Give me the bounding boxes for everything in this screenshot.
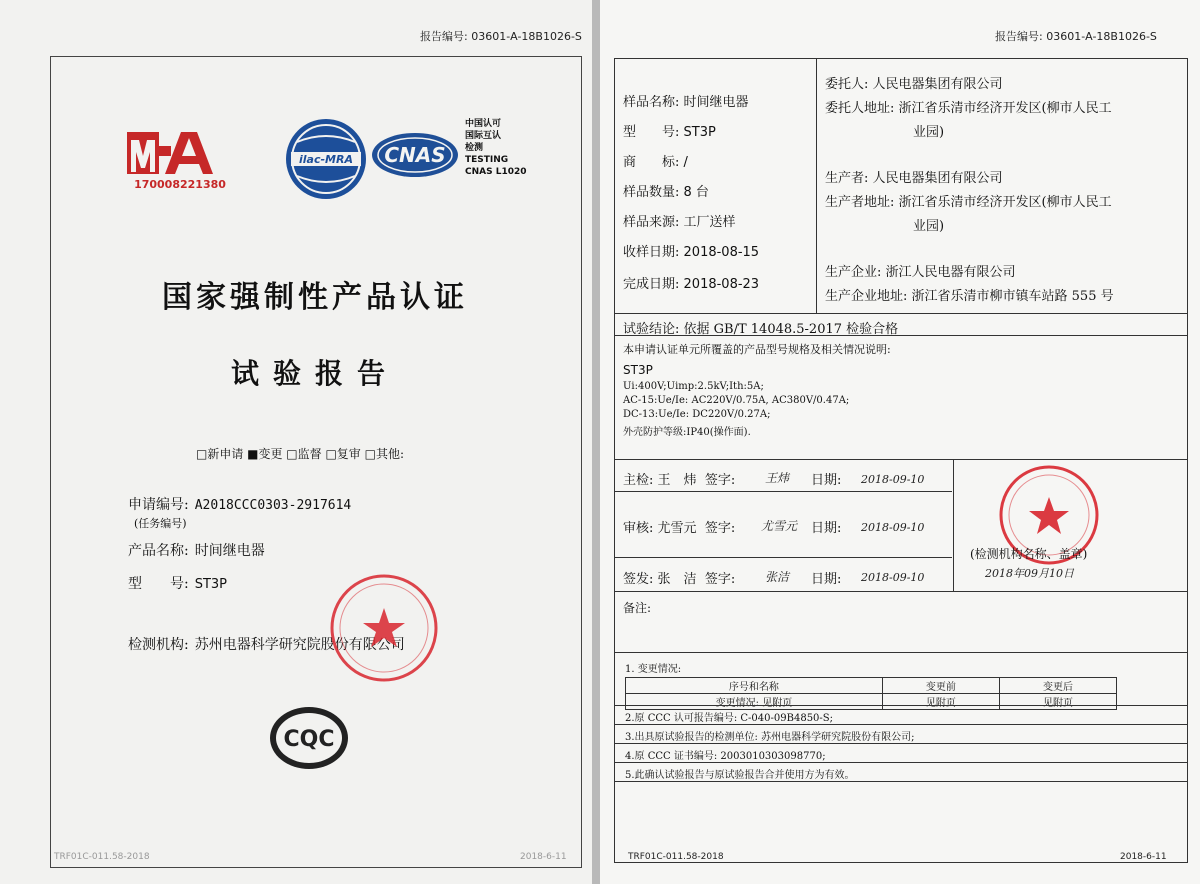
- issuer-name: 张 洁: [657, 572, 697, 587]
- row-divider: [615, 743, 1187, 744]
- note-line: 4.原 CCC 证书编号: 2003010303098770;: [625, 751, 826, 762]
- table-row: [626, 678, 1117, 694]
- report-number: 报告编号: 03601-A-18B1026-S: [420, 30, 582, 43]
- source-row: [623, 211, 736, 230]
- reviewer-name: 尤雪元: [657, 521, 697, 536]
- quantity-label: 样品数量:: [623, 185, 680, 200]
- cnas-caption-line: CNAS L1020: [465, 167, 527, 177]
- client-address-line-2: 业园): [913, 125, 945, 140]
- cnas-caption-line: 国际互认: [465, 131, 502, 141]
- maker-address-line-1: 浙江省乐清市经济开发区(柳市人民工: [898, 195, 1112, 210]
- factory-address: 浙江省乐清市柳市镇车站路 555 号: [911, 289, 1114, 304]
- model-row: [128, 573, 227, 593]
- sample-name-row: [623, 91, 749, 110]
- cnas-caption: [465, 118, 527, 178]
- cnas-caption-line: 检测: [465, 143, 484, 153]
- application-number: A2018CCC0303-2917614: [194, 498, 352, 513]
- maker-address-row: [825, 191, 1112, 210]
- product-name-label: 产品名称:: [128, 543, 189, 559]
- change-title: 1. 变更情况:: [625, 664, 682, 675]
- conclusion-value: 依据 GB/T 14048.5-2017 检验合格: [683, 322, 899, 337]
- quantity-value: 8 台: [683, 185, 709, 200]
- table-cell: 变更前: [882, 678, 999, 694]
- seal-caption: (检测机构名称、盖章): [970, 547, 1088, 561]
- column-divider: [816, 59, 817, 313]
- table-cell: 序号和名称: [626, 678, 883, 694]
- application-number-label: 申请编号:: [128, 497, 189, 513]
- row-divider: [615, 591, 1187, 592]
- application-type-checkboxes: □新申请 ■变更 □监督 □复审 □其他:: [196, 447, 404, 461]
- trademark-row: [623, 151, 688, 170]
- institution-name: 苏州电器科学研究院股份有限公司: [194, 637, 405, 653]
- maker-label: 生产者:: [825, 171, 869, 186]
- cqc-logo-icon: [268, 705, 350, 771]
- footer-form-code: TRF01C-011.58-2018: [628, 852, 724, 862]
- source-label: 样品来源:: [623, 215, 680, 230]
- trademark-value: /: [683, 155, 688, 170]
- factory-address-row: [825, 285, 1114, 304]
- reviewer-signature: 尤雪元: [761, 519, 798, 533]
- product-name-row: [128, 540, 265, 560]
- reviewer-date: 2018-09-10: [861, 521, 925, 534]
- svg-text:CQC: CQC: [283, 727, 335, 752]
- table-cell: 变更情况: 见附页: [626, 694, 883, 710]
- factory-name: 浙江人民电器有限公司: [885, 265, 1016, 280]
- model-label: 型 号:: [128, 576, 189, 592]
- sample-name: 时间继电器: [683, 95, 749, 110]
- maker-name: 人民电器集团有限公司: [872, 171, 1003, 186]
- conclusion-label: 试验结论:: [623, 322, 680, 337]
- signature-label: 签字:: [704, 521, 736, 536]
- client-label: 委托人:: [825, 77, 869, 92]
- cnas-caption-line: TESTING: [465, 155, 509, 165]
- maker-address-label: 生产者地址:: [825, 195, 895, 210]
- ilac-mra-logo-icon: [283, 116, 369, 202]
- reviewer-label: 审核:: [623, 521, 654, 536]
- issuer-date: 2018-09-10: [861, 571, 925, 584]
- inspector-name: 王 炜: [657, 473, 697, 488]
- model-label: 型 号:: [623, 125, 680, 140]
- coverage-label: 本申请认证单元所覆盖的产品型号规格及相关情况说明:: [623, 343, 891, 356]
- note-line: 2.原 CCC 认可报告编号: C-040-09B4850-S;: [625, 713, 834, 724]
- issuer-label: 签发:: [623, 572, 654, 587]
- maker-address-line-2: 业园): [913, 219, 945, 234]
- completed-date-label: 完成日期:: [623, 277, 680, 292]
- reviewer-date-label: 日期:: [811, 521, 842, 536]
- svg-text:CNAS: CNAS: [384, 143, 446, 167]
- application-number-row: [128, 494, 351, 514]
- row-divider: [615, 557, 952, 558]
- row-divider: [615, 705, 1187, 706]
- table-row: [626, 694, 1117, 710]
- red-seal-icon: [328, 572, 440, 684]
- row-divider: [615, 491, 952, 492]
- issuer-row: [623, 568, 735, 587]
- footer-date: 2018-6-11: [1120, 852, 1167, 862]
- cma-number: 170008221380: [134, 178, 226, 191]
- row-divider: [615, 762, 1187, 763]
- task-number-note: (任务编号): [134, 517, 187, 530]
- maker-row: [825, 167, 1003, 186]
- client-name: 人民电器集团有限公司: [872, 77, 1003, 92]
- trademark-label: 商 标:: [623, 155, 680, 170]
- row-divider: [615, 652, 1187, 653]
- row-divider: [615, 781, 1187, 782]
- client-address-row: [825, 97, 1112, 116]
- source-value: 工厂送样: [683, 215, 736, 230]
- footer-date: 2018-6-11: [520, 852, 567, 862]
- spec-line: 外壳防护等级:IP40(操作面).: [623, 427, 751, 438]
- model-row: [623, 121, 716, 140]
- cover-subtitle: 试验报告: [230, 357, 399, 390]
- quantity-row: [623, 181, 709, 200]
- received-date: 2018-08-15: [683, 245, 760, 260]
- factory-row: [825, 261, 1016, 280]
- completed-date-row: [623, 273, 759, 292]
- received-date-row: [623, 241, 759, 260]
- report-number: 报告编号: 03601-A-18B1026-S: [995, 30, 1157, 43]
- factory-address-label: 生产企业地址:: [825, 289, 908, 304]
- note-line: 5.此确认试验报告与原试验报告合并使用方为有效。: [625, 770, 855, 781]
- row-divider: [615, 724, 1187, 725]
- table-cell: 见附页: [999, 694, 1116, 710]
- sample-name-label: 样品名称:: [623, 95, 680, 110]
- factory-label: 生产企业:: [825, 265, 882, 280]
- client-address-label: 委托人地址:: [825, 101, 895, 116]
- institution-label: 检测机构:: [128, 637, 189, 653]
- inspector-row: [623, 469, 735, 488]
- seal-date: 2018年09月10日: [985, 567, 1074, 580]
- signature-label: 签字:: [704, 572, 736, 587]
- details-page: [600, 0, 1200, 884]
- row-divider: [615, 459, 1187, 460]
- spec-line: DC-13:Ue/Ie: DC220V/0.27A;: [623, 409, 771, 420]
- svg-text:ilac-MRA: ilac-MRA: [299, 153, 353, 166]
- client-address-line-1: 浙江省乐清市经济开发区(柳市人民工: [898, 101, 1112, 116]
- signature-label: 签字:: [704, 473, 736, 488]
- cnas-logo-icon: [370, 130, 460, 180]
- spec-line: Ui:400V;Uimp:2.5kV;Ith:5A;: [623, 381, 764, 392]
- issuer-date-label: 日期:: [811, 572, 842, 587]
- table-cell: 见附页: [882, 694, 999, 710]
- spec-line: AC-15:Ue/Ie: AC220V/0.75A, AC380V/0.47A;: [623, 395, 850, 406]
- inspector-label: 主检:: [623, 473, 654, 488]
- column-divider: [953, 459, 954, 591]
- client-row: [825, 73, 1003, 92]
- row-divider: [615, 313, 1187, 314]
- conclusion-row: [623, 318, 898, 337]
- note-line: 3.出具原试验报告的检测单位: 苏州电器科学研究院股份有限公司;: [625, 732, 915, 743]
- inspector-date: 2018-09-10: [861, 473, 925, 486]
- remarks-label: 备注:: [623, 601, 652, 615]
- inspector-signature: 王炜: [765, 471, 790, 485]
- cnas-caption-line: 中国认可: [465, 119, 502, 129]
- spec-line: ST3P: [623, 363, 653, 377]
- product-name: 时间继电器: [194, 543, 265, 559]
- footer-form-code: TRF01C-011.58-2018: [54, 852, 150, 862]
- cover-title: 国家强制性产品认证: [162, 280, 468, 315]
- completed-date: 2018-08-23: [683, 277, 760, 292]
- details-table: [614, 58, 1188, 863]
- reviewer-row: [623, 517, 735, 536]
- received-date-label: 收样日期:: [623, 245, 680, 260]
- inspector-date-label: 日期:: [811, 473, 842, 488]
- model-value: ST3P: [683, 125, 716, 140]
- page-gutter: [592, 0, 600, 884]
- issuer-signature: 张洁: [765, 570, 790, 584]
- table-cell: 变更后: [999, 678, 1116, 694]
- cover-page: [0, 0, 592, 884]
- model-value: ST3P: [194, 577, 228, 592]
